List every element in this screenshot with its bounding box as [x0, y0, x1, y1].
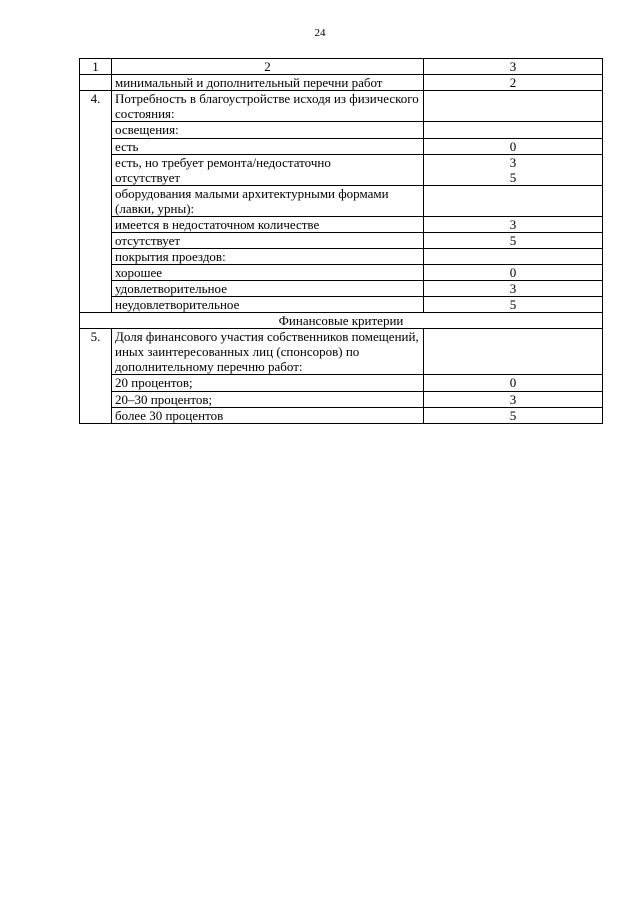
row-score	[424, 329, 603, 375]
row-score: 3	[424, 281, 603, 297]
table-row	[80, 233, 603, 249]
row-number: 5.	[80, 329, 112, 375]
table-row	[80, 170, 603, 186]
row-text: 20 процентов;	[112, 375, 424, 392]
row-number	[80, 233, 112, 249]
row-text: Доля финансового участия собственников помещений, иных заинтересованных лиц (спонсоров) по дополнительному перечню работ:	[112, 329, 424, 375]
section-title: Финансовые критерии	[80, 313, 603, 329]
row-number	[80, 392, 112, 408]
row-number	[80, 375, 112, 392]
table-row	[80, 155, 603, 171]
row-score	[424, 186, 603, 217]
row-text: 20–30 процентов;	[112, 392, 424, 408]
row-text: минимальный и дополнительный перечни работ	[112, 75, 424, 91]
row-score: 5	[424, 170, 603, 186]
row-number	[80, 186, 112, 217]
row-text: оборудования малыми архитектурными формами (лавки, урны):	[112, 186, 424, 217]
row-score	[424, 91, 603, 122]
header-cell-2: 2	[112, 59, 424, 75]
row-number	[80, 265, 112, 281]
row-text: отсутствует	[112, 233, 424, 249]
row-number	[80, 122, 112, 139]
section-row	[80, 313, 603, 329]
row-number	[80, 217, 112, 233]
table-row	[80, 139, 603, 155]
row-text: неудовлетворительное	[112, 297, 424, 313]
table-row	[80, 75, 603, 91]
row-score: 0	[424, 375, 603, 392]
row-score: 5	[424, 233, 603, 249]
page-number: 24	[314, 27, 326, 39]
criteria-table	[79, 58, 603, 424]
row-score: 2	[424, 75, 603, 91]
table-row	[80, 375, 603, 392]
row-number	[80, 281, 112, 297]
row-text: есть	[112, 139, 424, 155]
row-score: 3	[424, 155, 603, 171]
row-text: более 30 процентов	[112, 408, 424, 424]
table-header-row	[80, 59, 603, 75]
row-score: 3	[424, 217, 603, 233]
table-row	[80, 217, 603, 233]
row-number	[80, 408, 112, 424]
row-score	[424, 122, 603, 139]
table-row	[80, 249, 603, 265]
header-cell-1: 1	[80, 59, 112, 75]
row-text: хорошее	[112, 265, 424, 281]
row-text: удовлетворительное	[112, 281, 424, 297]
row-text: Потребность в благоустройстве исходя из физического состояния:	[112, 91, 424, 122]
row-text: отсутствует	[112, 170, 424, 186]
row-score: 5	[424, 408, 603, 424]
row-number	[80, 75, 112, 91]
table-row	[80, 91, 603, 122]
row-number: 4.	[80, 91, 112, 122]
table-row	[80, 265, 603, 281]
table-row	[80, 408, 603, 424]
row-text: покрытия проездов:	[112, 249, 424, 265]
row-score	[424, 249, 603, 265]
row-number	[80, 297, 112, 313]
row-text: есть, но требует ремонта/недостаточно	[112, 155, 424, 171]
header-cell-3: 3	[424, 59, 603, 75]
row-number	[80, 170, 112, 186]
table-row	[80, 186, 603, 217]
table-row	[80, 281, 603, 297]
row-number	[80, 155, 112, 171]
row-number	[80, 139, 112, 155]
row-score: 3	[424, 392, 603, 408]
row-score: 0	[424, 265, 603, 281]
row-text: имеется в недостаточном количестве	[112, 217, 424, 233]
table-row	[80, 392, 603, 408]
row-text: освещения:	[112, 122, 424, 139]
row-score: 5	[424, 297, 603, 313]
table-row	[80, 297, 603, 313]
table-row	[80, 122, 603, 139]
table-row	[80, 329, 603, 375]
row-number	[80, 249, 112, 265]
row-score: 0	[424, 139, 603, 155]
